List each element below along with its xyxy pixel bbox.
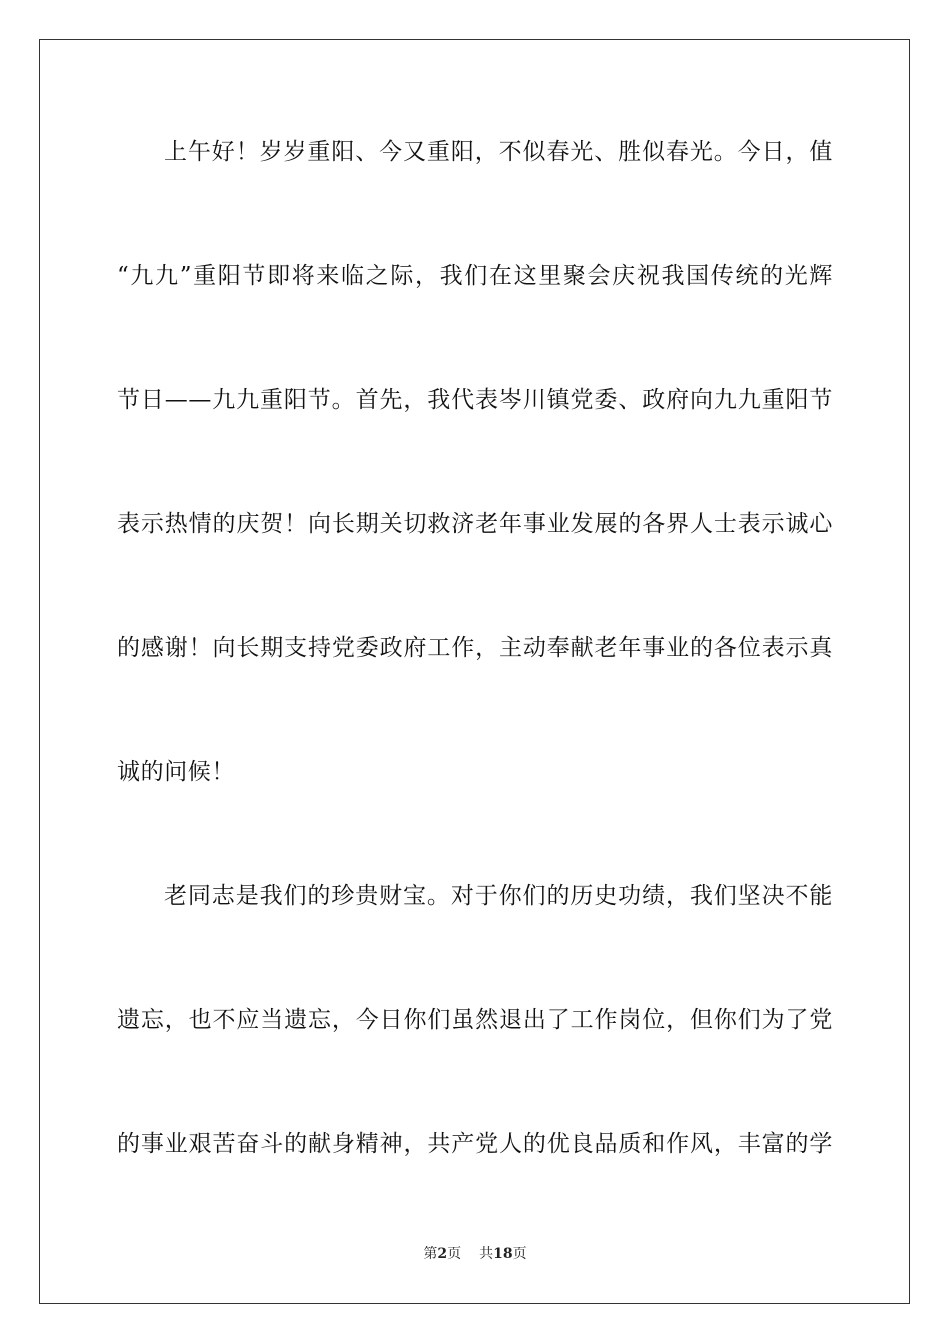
paragraph-1-line-4: 表示热情的庆贺！向长期关切救济老年事业发展的各界人士表示诚心 xyxy=(117,511,833,537)
paragraph-1-line-2: “九九”重阳节即将来临之际，我们在这里聚会庆祝我国传统的光辉 xyxy=(117,263,833,289)
paragraph-1-line-5: 的感谢！向长期支持党委政府工作，主动奉献老年事业的各位表示真 xyxy=(117,635,833,661)
page-border xyxy=(39,39,910,1304)
total-page-count: 18 xyxy=(493,1246,513,1262)
total-prefix: 共 xyxy=(479,1246,494,1262)
paragraph-2-line-2: 遗忘，也不应当遗忘，今日你们虽然退出了工作岗位，但你们为了党 xyxy=(117,1007,833,1033)
page-prefix: 第 xyxy=(423,1246,438,1262)
paragraph-2-line-3: 的事业艰苦奋斗的献身精神，共产党人的优良品质和作风，丰富的学 xyxy=(117,1131,833,1157)
paragraph-1-line-1: 上午好！岁岁重阳、今又重阳，不似春光、胜似春光。今日，值 xyxy=(164,139,833,165)
page-unit: 页 xyxy=(447,1246,462,1262)
page-footer xyxy=(0,1245,950,1263)
current-page-number: 2 xyxy=(437,1246,448,1262)
paragraph-1-line-6: 诚的问候！ xyxy=(117,759,235,785)
total-unit: 页 xyxy=(512,1246,527,1262)
paragraph-1-line-3: 节日——九九重阳节。首先，我代表岑川镇党委、政府向九九重阳节 xyxy=(117,387,833,413)
paragraph-2-line-1: 老同志是我们的珍贵财宝。对于你们的历史功绩，我们坚决不能 xyxy=(164,883,833,909)
